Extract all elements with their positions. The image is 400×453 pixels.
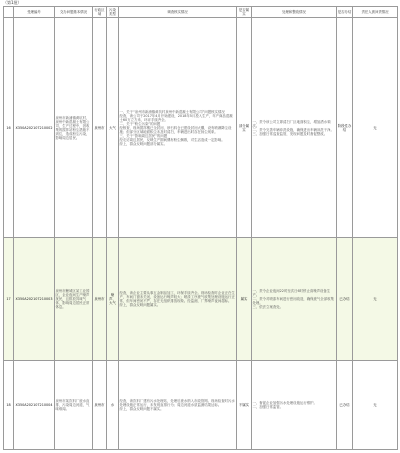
cell-accountability: 无	[353, 361, 398, 450]
cell-index: 18	[4, 361, 14, 450]
header-summary: 交办问题基本情况	[55, 7, 93, 18]
cell-verified: 属实	[237, 238, 252, 361]
cell-handling: 一、督促企业加强污水处理设施运行维护。 二、加强日常监管。	[252, 361, 337, 450]
cell-investigation: 经查，该饮料厂建有污水处理站，处理后废水纳入市政管网。现场检查时污水处理设施正常运行，未发现直排行为；周边河道水质监测结果达标。 综上，群众反映问题不属实。	[119, 361, 237, 450]
cell-id: X350A202107210003	[14, 238, 55, 361]
header-closed: 是否办结	[337, 7, 353, 18]
cell-summary: 泉州市鲤城区某工业园区，企业夜间生产噪声扰民，且排放异味气体，影响周边居民正常休息。	[55, 238, 93, 361]
table-caption: （第1批）	[3, 0, 22, 5]
cell-verified: 不属实	[237, 361, 252, 450]
header-investigation: 调查核实情况	[119, 7, 237, 18]
header-accountability: 责任人被问责情况	[353, 7, 398, 18]
cell-closed: 阶段性办结	[337, 18, 353, 238]
cell-accountability: 无	[353, 18, 398, 238]
complaint-table	[3, 6, 398, 450]
cell-investigation: 经查，该企业主要从事五金制品加工，环保手续齐全。现场检查时企业正在生产，车间门窗未关闭，设备运行噪声较大；喷漆工序废气收集处理设施运行正常，但车间密闭不严，存在无组织排放现象。经监测，厂界噪声夜间超标。 综上，群众反映问题属实。	[119, 238, 237, 361]
cell-region: 泉州市	[93, 18, 107, 238]
cell-summary: 泉州市某饮料厂废水直排，污染周边河道，气味难闻。	[55, 361, 93, 450]
cell-handling: 一、责令该公司立即清扫厂区地面积尘，增加洒水频次。 二、责令完善车辆冲洗设施，确保进出车辆冲洗干净。 三、加强日常巡查监管，发现问题及时督促整改。	[252, 18, 337, 238]
cell-type: 水	[107, 361, 119, 450]
cell-handling: 一、责令企业夜间22时至次日6时停止高噪声设备生产。 二、责令对喷漆车间进行密闭改造，确保废气全部收集处理。 三、依法立案查处。	[252, 238, 337, 361]
cell-index: 17	[4, 238, 14, 361]
cell-closed: 已办结	[337, 238, 353, 361]
cell-verified: 部分属实	[237, 18, 252, 238]
cell-region: 泉州市	[93, 238, 107, 361]
cell-id: X350A202107210002	[14, 18, 55, 238]
cell-index: 16	[4, 18, 14, 238]
header-index	[4, 7, 14, 18]
cell-type: 大气	[107, 18, 119, 238]
cell-investigation: 一、关于“泉州市新浦镇黄坑村泉州中新混凝土有限公司”问题核实情况 经查，该公司于2017年4月开始建设，2018年5月投入生产，年产商品混凝土60万立方米，环评手续齐全。 二、关于“粉尘污染”的问题 经核查，现场搅拌楼已全封闭，砂石料仓已建设封闭大棚，设有喷淋降尘设施；但部分区域地面积尘未及时清扫，车辆进出时存在扬尘现象。 三、关于“影响周边居民”的问题 经走访周边居民，反映生产期间偶有粉尘飘散，对生活造成一定影响。 综上，群众反映问题部分属实。	[119, 18, 237, 238]
table-row	[4, 361, 398, 450]
header-type: 污染类型	[107, 7, 119, 18]
cell-closed: 已办结	[337, 361, 353, 450]
cell-accountability: 无	[353, 238, 398, 361]
header-handling: 处理和整改情况	[252, 7, 337, 18]
cell-type: 噪声、大气	[107, 238, 119, 361]
cell-region: 泉州市	[93, 361, 107, 450]
header-verified: 是否属实	[237, 7, 252, 18]
header-region: 行政区域	[94, 8, 105, 16]
cell-summary: 泉州市新浦镇黄坑村，泉州中新混凝土有限公司，生产过程中，因收集的搅拌站粉尘措施不到位，造成粉尘污染，影响周边居民。	[55, 18, 93, 238]
table-header-row	[4, 7, 398, 18]
header-id: 受理编号	[14, 7, 55, 18]
table-row	[4, 238, 398, 361]
table-row	[4, 18, 398, 238]
cell-id: X350A202107210004	[14, 361, 55, 450]
